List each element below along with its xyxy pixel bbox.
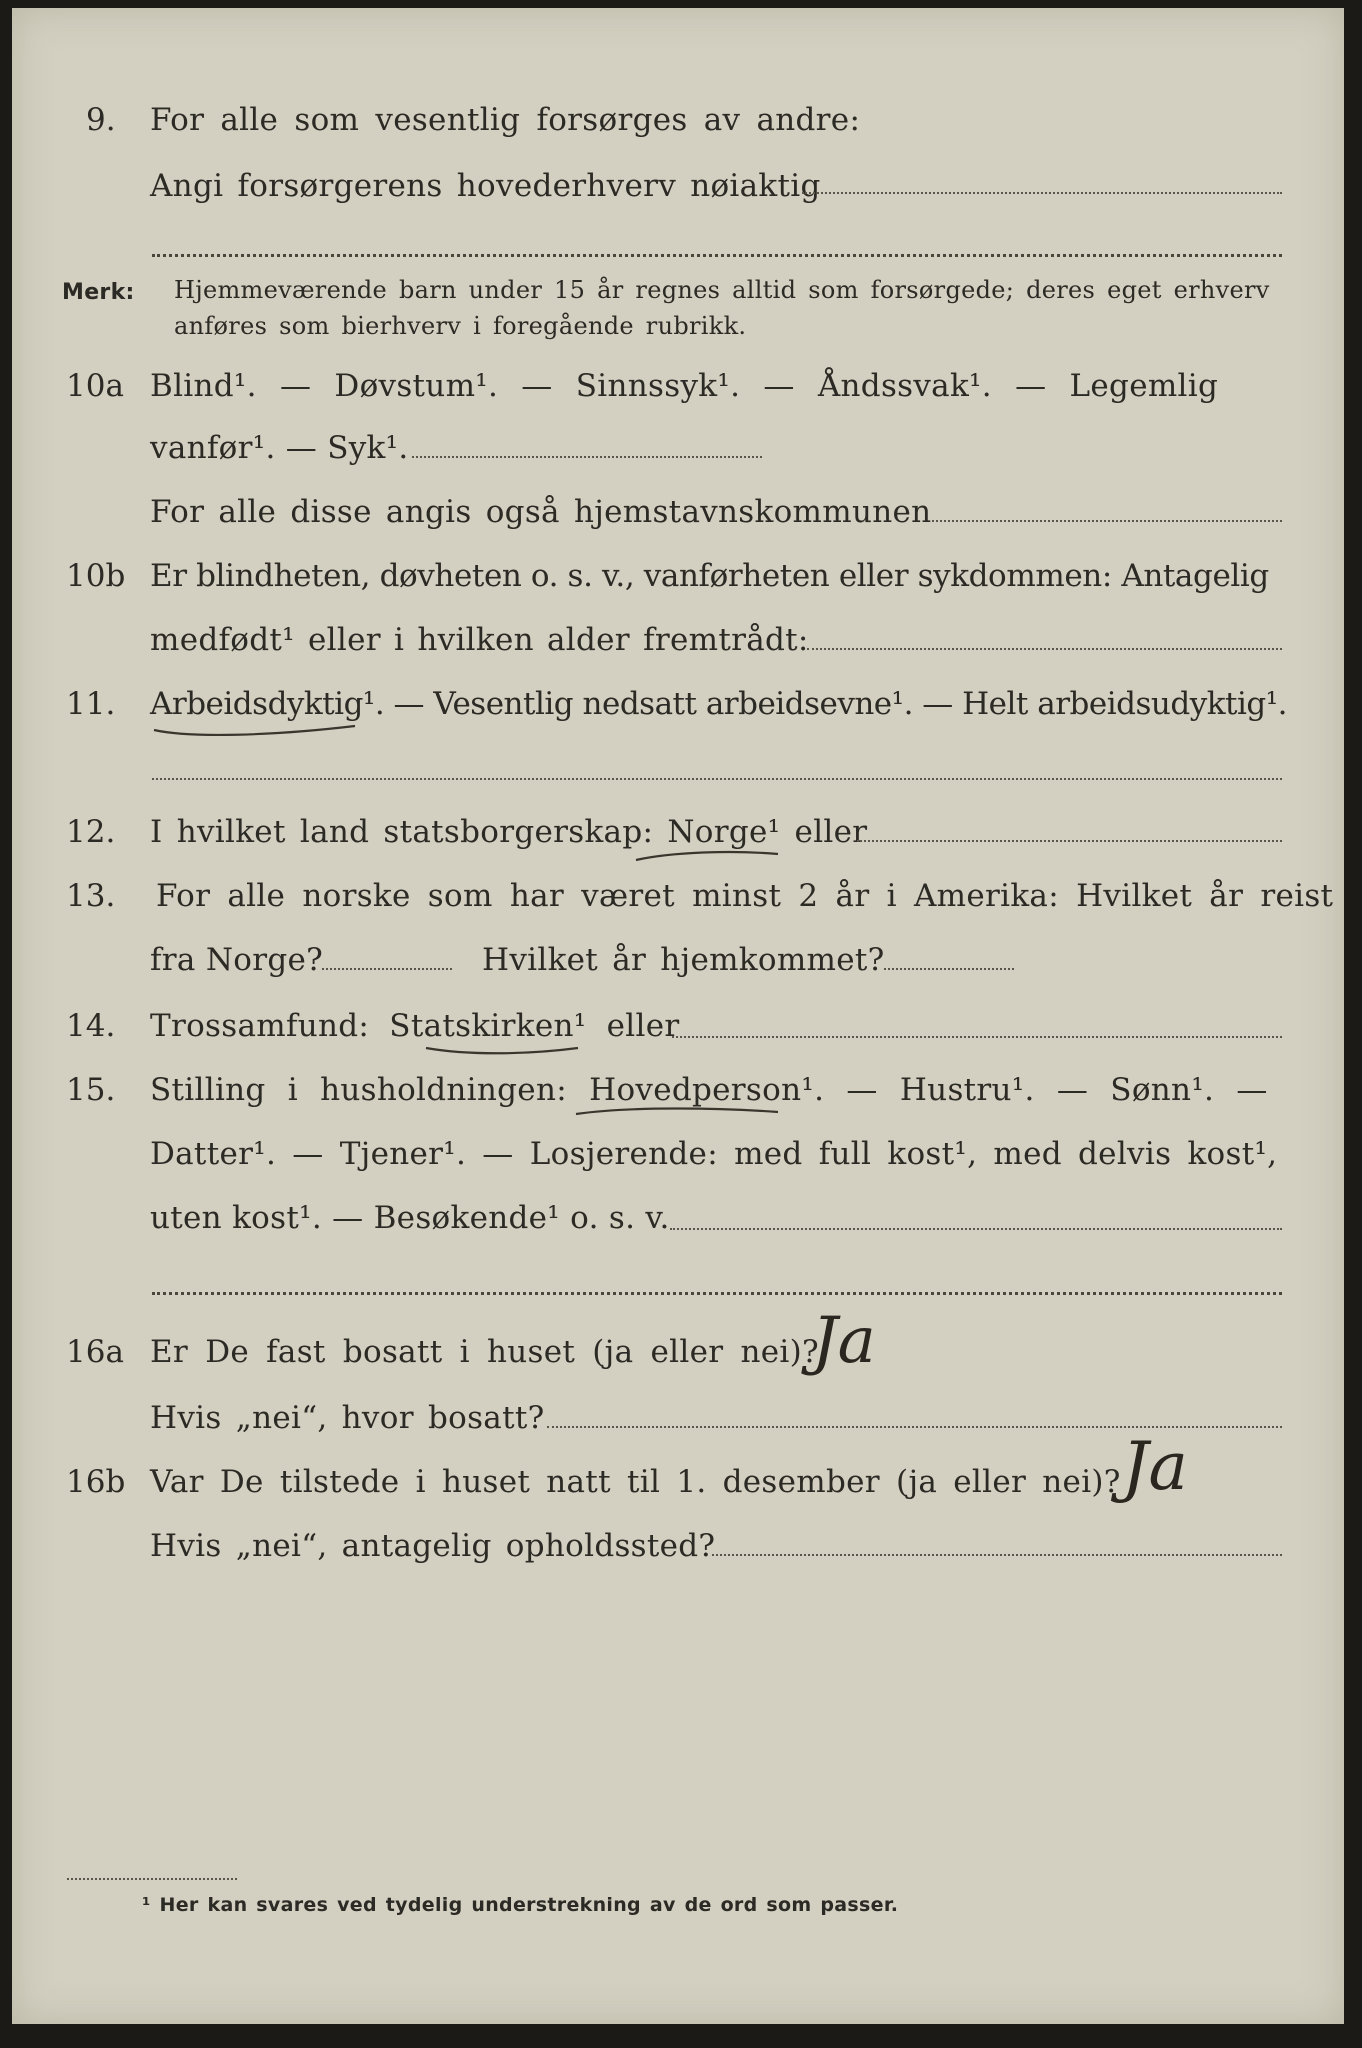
q9-answer-line-2 (152, 254, 1282, 257)
q11-answer-line (152, 778, 1282, 780)
q10a-number: 10a (66, 368, 124, 404)
q16b-handwritten-answer: Ja (1122, 1428, 1188, 1505)
q16a-line2: Hvis „nei“, hvor bosatt? (150, 1400, 545, 1436)
q9-line1: For alle som vesentlig forsørges av andre: (150, 102, 861, 138)
q10a-answer-line (412, 456, 762, 458)
q9-answer-line (802, 192, 1282, 194)
q14-answer-line (672, 1036, 1282, 1038)
q14-line1: Trossamfund: Statskirken¹ eller (150, 1008, 680, 1044)
q9-line2: Angi forsørgerens hovederhverv nøiaktig (150, 168, 821, 204)
q15-answer-line-2 (152, 1292, 1282, 1295)
q16b-number: 16b (66, 1464, 126, 1500)
q13-line2a: fra Norge? (150, 942, 324, 978)
q10b-line1: Er blindheten, døvheten o. s. v., vanførheten eller sykdommen: Antagelig (150, 558, 1269, 594)
q10b-answer-line (807, 648, 1282, 650)
q15-number: 15. (66, 1072, 116, 1108)
q12-underline-mark (632, 848, 782, 868)
q11-number: 11. (66, 686, 116, 722)
q15-answer-line (670, 1228, 1282, 1230)
census-form-page (12, 8, 1344, 2024)
q10b-number: 10b (66, 558, 126, 594)
q14-number: 14. (66, 1008, 116, 1044)
q16a-handwritten-answer: Ja (812, 1304, 876, 1378)
q12-number: 12. (66, 814, 116, 850)
q15-line2: Datter¹. — Tjener¹. — Losjerende: med full kost¹, med delvis kost¹, (150, 1136, 1278, 1172)
q9-number: 9. (86, 102, 116, 138)
q10a-kommune-line (932, 520, 1282, 522)
merk-label: Merk: (62, 280, 135, 305)
q12-answer-line (857, 840, 1282, 842)
q13-reist-line (322, 968, 452, 970)
merk-line1: Hjemmeværende barn under 15 år regnes alltid som forsørgede; deres eget erhverv (174, 276, 1270, 304)
q10b-line2: medfødt¹ eller i hvilken alder fremtrådt: (150, 622, 809, 658)
q13-line2b: Hvilket år hjemkommet? (482, 942, 885, 978)
q16b-line2: Hvis „nei“, antagelig opholdssted? (150, 1528, 716, 1564)
q10a-line3: For alle disse angis også hjemstavnskommunen (150, 494, 932, 530)
q13-hjemkommet-line (884, 968, 1014, 970)
footnote: ¹ Her kan svares ved tydelig understrekning av de ord som passer. (142, 1894, 899, 1916)
q16b-line1: Var De tilstede i huset natt til 1. desember (ja eller nei)? (150, 1464, 1121, 1500)
q13-line1: For alle norske som har været minst 2 år i Amerika: Hvilket år reist (156, 878, 1334, 914)
q16a-number: 16a (66, 1334, 124, 1370)
merk-line2: anføres som bierhverv i foregående rubrikk. (174, 312, 747, 340)
q15-line1: Stilling i husholdningen: Hovedperson¹. — Hustru¹. — Sønn¹. — (150, 1072, 1268, 1108)
q11-underline-mark (150, 720, 360, 740)
q11-line1: Arbeidsdyktig¹. — Vesentlig nedsatt arbeidsevne¹. — Helt arbeidsudyktig¹. (150, 686, 1288, 722)
q10a-line1: Blind¹. — Døvstum¹. — Sinnssyk¹. — Åndssvak¹. — Legemlig (150, 368, 1219, 404)
q15-line3: uten kost¹. — Besøkende¹ o. s. v. (150, 1200, 670, 1236)
q10a-line2: vanfør¹. — Syk¹. (150, 430, 409, 466)
q13-number: 13. (66, 878, 116, 914)
q16b-answer-line (712, 1554, 1282, 1556)
q16a-line1: Er De fast bosatt i huset (ja eller nei)? (150, 1334, 819, 1370)
q12-line1: I hvilket land statsborgerskap: Norge¹ eller (150, 814, 868, 850)
footnote-rule (67, 1878, 237, 1880)
